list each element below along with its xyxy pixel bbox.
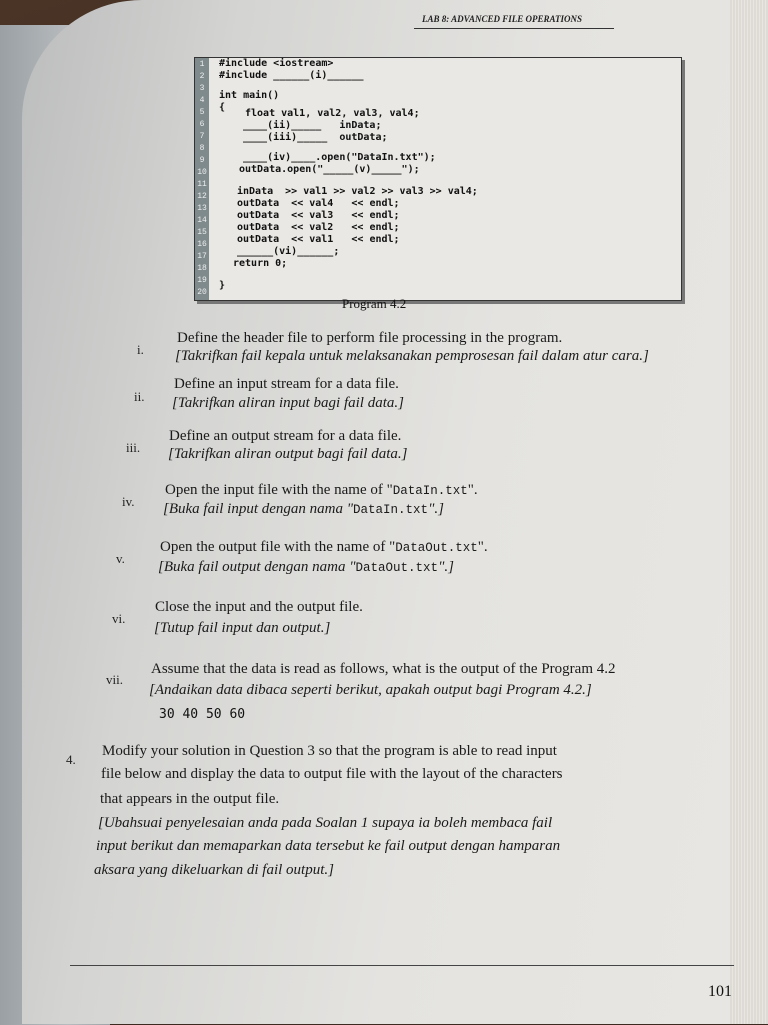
line-number: 11	[197, 180, 207, 189]
line-number: 16	[197, 240, 207, 249]
code-line: outData << val4 << endl;	[237, 198, 400, 209]
code-line: }	[219, 280, 226, 291]
code-line: outData << val3 << endl;	[237, 210, 400, 221]
code-line: ______(vi)______;	[237, 246, 340, 257]
code-line: inData >> val1 >> val2 >> val3 >> val4;	[237, 186, 478, 197]
question-number: iii.	[126, 440, 141, 455]
question-number: v.	[116, 551, 125, 566]
question-text-en: Define an output stream for a data file.	[169, 428, 402, 444]
question-text-en: Close the input and the output file.	[155, 599, 363, 615]
line-number: 19	[197, 276, 207, 285]
program-listing	[194, 57, 682, 301]
code-line: ____(ii)_____ inData;	[243, 120, 382, 131]
book-page	[22, 0, 730, 1024]
footer-rule	[70, 965, 734, 966]
question-number: vii.	[106, 672, 123, 687]
code-line: ____(iv)____.open("DataIn.txt");	[243, 152, 436, 163]
code-line: #include <iostream>	[219, 58, 334, 69]
code-line: outData << val1 << endl;	[237, 234, 400, 245]
question-text-ms: [Buka fail input dengan nama "DataIn.txt".]	[163, 501, 444, 517]
question-number: iv.	[122, 494, 135, 509]
line-number: 7	[199, 132, 205, 141]
line-number-gutter	[195, 58, 209, 300]
question-text-ms: [Tutup fail input dan output.]	[154, 620, 331, 636]
question-text-ms: [Takrifkan aliran output bagi fail data.]	[168, 446, 408, 462]
question-text-ms: [Takrifkan fail kepala untuk melaksanakan pemprosesan fail dalam atur cara.]	[175, 348, 649, 364]
program-caption: Program 4.2	[342, 296, 407, 311]
question4-text-ms-1: [Ubahsuai penyelesaian anda pada Soalan 1 supaya ia boleh membaca fail	[98, 815, 553, 831]
header-rule	[414, 28, 614, 29]
line-number: 14	[197, 216, 207, 225]
question-number: 4.	[66, 752, 76, 767]
line-number: 12	[197, 192, 207, 201]
line-number: 20	[197, 288, 207, 297]
code-line: outData.open("_____(v)_____");	[239, 164, 420, 175]
line-number: 2	[199, 72, 205, 81]
code-line: float val1, val2, val3, val4;	[245, 108, 420, 119]
question-text-ms: [Takrifkan aliran input bagi fail data.]	[172, 395, 404, 411]
question-text-ms: [Buka fail output dengan nama "DataOut.txt".]	[158, 559, 454, 575]
code-line: outData << val2 << endl;	[237, 222, 400, 233]
code-line: ____(iii)_____ outData;	[243, 132, 388, 143]
question-number: vi.	[112, 611, 126, 626]
question-text-en: Assume that the data is read as follows, what is the output of the Program 4.2	[151, 661, 616, 677]
question-text-en: Open the input file with the name of "DataIn.txt".	[165, 482, 478, 498]
line-number: 18	[197, 264, 207, 273]
code-line: {	[219, 102, 226, 113]
question4-text-en-2: file below and display the data to output file with the layout of the characters	[101, 766, 563, 782]
sample-input-data: 30 40 50 60	[159, 707, 246, 722]
page-number: 101	[708, 983, 732, 1000]
code-line: return 0;	[233, 258, 288, 269]
line-number: 9	[199, 156, 205, 165]
line-number: 8	[199, 144, 205, 153]
line-number: 3	[199, 84, 205, 93]
question4-text-ms-3: aksara yang dikeluarkan di fail output.]	[94, 862, 334, 878]
line-number: 10	[197, 168, 207, 177]
line-number: 13	[197, 204, 207, 213]
question-text-en: Define an input stream for a data file.	[174, 376, 399, 392]
question4-text-en-1: Modify your solution in Question 3 so that the program is able to read input	[102, 743, 557, 759]
running-header: LAB 8: ADVANCED FILE OPERATIONS	[422, 14, 583, 24]
line-number: 4	[199, 96, 205, 105]
question-text-en: Define the header file to perform file processing in the program.	[177, 330, 563, 346]
code-line: int main()	[219, 90, 280, 101]
question-text-en: Open the output file with the name of "DataOut.txt".	[160, 539, 488, 555]
line-number: 5	[199, 108, 205, 117]
line-number: 1	[199, 60, 205, 69]
line-number: 6	[199, 120, 205, 129]
question4-text-en-3: that appears in the output file.	[100, 791, 280, 807]
question-text-ms: [Andaikan data dibaca seperti berikut, apakah output bagi Program 4.2.]	[149, 682, 592, 698]
line-number: 15	[197, 228, 207, 237]
question-number: ii.	[134, 389, 145, 404]
question-number: i.	[137, 342, 144, 357]
line-number: 17	[197, 252, 207, 261]
question4-text-ms-2: input berikut dan memaparkan data tersebut ke fail output dengan hamparan	[96, 838, 561, 854]
code-line: #include ______(i)______	[219, 70, 364, 81]
